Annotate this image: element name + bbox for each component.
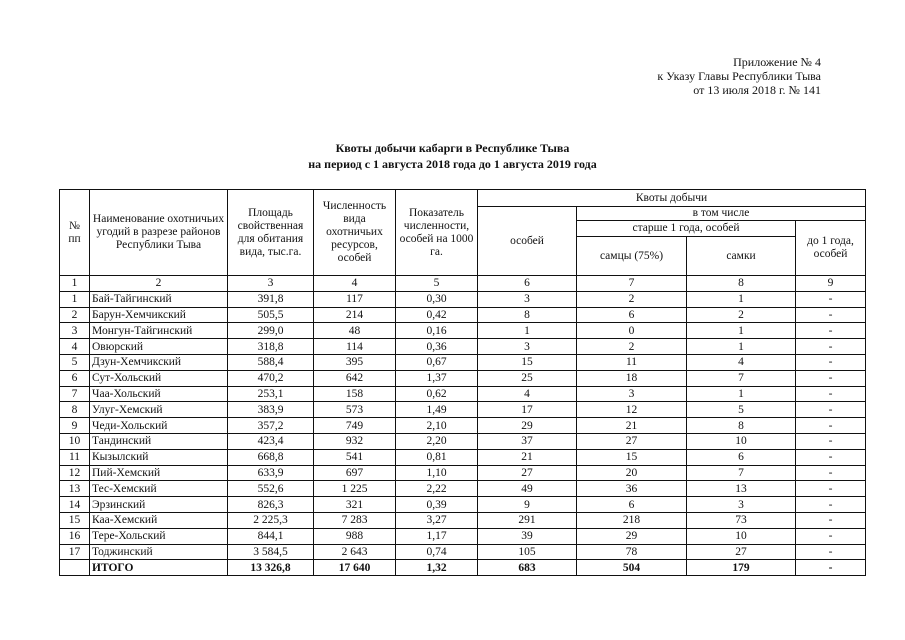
cell-area: 552,6 — [228, 481, 314, 497]
cell-num: 1 — [60, 291, 90, 307]
cell-num: 5 — [60, 354, 90, 370]
cell-density: 0,42 — [396, 307, 478, 323]
cell-under1: - — [796, 560, 866, 576]
cell-density: 1,32 — [396, 560, 478, 576]
title-line-2: на период с 1 августа 2018 года до 1 августа 2019 года — [308, 157, 597, 171]
table-row — [60, 433, 866, 449]
cell-density: 0,74 — [396, 544, 478, 560]
cell-num: 8 — [60, 402, 90, 418]
cell-females: 6 — [687, 449, 796, 465]
cell-individuals: 25 — [478, 370, 577, 386]
cell-name: Чаа-Хольский — [90, 386, 228, 402]
column-number: 5 — [396, 276, 478, 292]
cell-density: 2,10 — [396, 418, 478, 434]
appendix-header — [657, 55, 821, 97]
cell-population: 642 — [314, 370, 396, 386]
cell-name: Тес-Хемский — [90, 481, 228, 497]
cell-individuals: 27 — [478, 465, 577, 481]
table-row — [60, 497, 866, 513]
cell-individuals: 683 — [478, 560, 577, 576]
cell-females: 13 — [687, 481, 796, 497]
column-number: 6 — [478, 276, 577, 292]
cell-under1: - — [796, 339, 866, 355]
cell-name: Дзун-Хемчикский — [90, 354, 228, 370]
cell-name: Барун-Хемчикский — [90, 307, 228, 323]
cell-under1: - — [796, 418, 866, 434]
total-row — [60, 560, 866, 576]
header-individuals: особей — [478, 207, 577, 276]
cell-num: 17 — [60, 544, 90, 560]
table-row — [60, 449, 866, 465]
cell-name: Каа-Хемский — [90, 512, 228, 528]
cell-females: 1 — [687, 339, 796, 355]
cell-males: 504 — [577, 560, 687, 576]
cell-num: 2 — [60, 307, 90, 323]
cell-area: 668,8 — [228, 449, 314, 465]
cell-population: 932 — [314, 433, 396, 449]
cell-density: 0,16 — [396, 323, 478, 339]
cell-females: 3 — [687, 497, 796, 513]
cell-under1: - — [796, 528, 866, 544]
cell-num: 15 — [60, 512, 90, 528]
table-row — [60, 291, 866, 307]
cell-individuals: 8 — [478, 307, 577, 323]
cell-males: 2 — [577, 291, 687, 307]
cell-males: 29 — [577, 528, 687, 544]
cell-density: 3,27 — [396, 512, 478, 528]
header-quota: Квоты добычи — [478, 190, 866, 207]
cell-area: 253,1 — [228, 386, 314, 402]
cell-males: 11 — [577, 354, 687, 370]
cell-density: 0,36 — [396, 339, 478, 355]
cell-males: 12 — [577, 402, 687, 418]
cell-area: 13 326,8 — [228, 560, 314, 576]
appendix-number: Приложение № 4 — [733, 55, 821, 69]
cell-name: Улуг-Хемский — [90, 402, 228, 418]
cell-density: 1,10 — [396, 465, 478, 481]
cell-population: 117 — [314, 291, 396, 307]
cell-population: 48 — [314, 323, 396, 339]
cell-density: 2,20 — [396, 433, 478, 449]
cell-population: 214 — [314, 307, 396, 323]
cell-under1: - — [796, 465, 866, 481]
cell-area: 318,8 — [228, 339, 314, 355]
header-population: Численность вида охотничьих ресурсов, особей — [314, 190, 396, 276]
cell-area: 844,1 — [228, 528, 314, 544]
cell-males: 20 — [577, 465, 687, 481]
cell-individuals: 9 — [478, 497, 577, 513]
cell-individuals: 1 — [478, 323, 577, 339]
cell-under1: - — [796, 291, 866, 307]
cell-name: Монгун-Тайгинский — [90, 323, 228, 339]
cell-name: ИТОГО — [90, 560, 228, 576]
cell-under1: - — [796, 370, 866, 386]
header-area: Площадь свойственная для обитания вида, тыс.га. — [228, 190, 314, 276]
header-females: самки — [687, 237, 796, 276]
cell-individuals: 291 — [478, 512, 577, 528]
cell-name: Тандинский — [90, 433, 228, 449]
header-name: Наименование охотничьих угодий в разрезе районов Республики Тыва — [90, 190, 228, 276]
cell-area: 505,5 — [228, 307, 314, 323]
cell-density: 0,67 — [396, 354, 478, 370]
cell-under1: - — [796, 323, 866, 339]
cell-num: 12 — [60, 465, 90, 481]
cell-females: 1 — [687, 386, 796, 402]
cell-name: Сут-Хольский — [90, 370, 228, 386]
header-num: № пп — [60, 190, 90, 276]
cell-population: 749 — [314, 418, 396, 434]
cell-density: 0,62 — [396, 386, 478, 402]
cell-density: 1,17 — [396, 528, 478, 544]
column-number: 9 — [796, 276, 866, 292]
cell-density: 0,30 — [396, 291, 478, 307]
cell-individuals: 3 — [478, 291, 577, 307]
cell-under1: - — [796, 449, 866, 465]
cell-under1: - — [796, 354, 866, 370]
cell-area: 588,4 — [228, 354, 314, 370]
cell-under1: - — [796, 512, 866, 528]
cell-area: 357,2 — [228, 418, 314, 434]
cell-num: 3 — [60, 323, 90, 339]
cell-individuals: 39 — [478, 528, 577, 544]
cell-population: 7 283 — [314, 512, 396, 528]
cell-females: 179 — [687, 560, 796, 576]
cell-females: 2 — [687, 307, 796, 323]
cell-density: 0,81 — [396, 449, 478, 465]
cell-males: 27 — [577, 433, 687, 449]
column-number: 4 — [314, 276, 396, 292]
cell-population: 17 640 — [314, 560, 396, 576]
table-row — [60, 307, 866, 323]
column-numbers-row — [60, 276, 866, 292]
table-row — [60, 544, 866, 560]
quota-table — [59, 189, 866, 576]
table-row — [60, 354, 866, 370]
cell-name: Кызылский — [90, 449, 228, 465]
appendix-date: от 13 июля 2018 г. № 141 — [693, 83, 821, 97]
cell-females: 7 — [687, 370, 796, 386]
table-row — [60, 402, 866, 418]
cell-males: 36 — [577, 481, 687, 497]
table-row — [60, 528, 866, 544]
cell-males: 6 — [577, 497, 687, 513]
cell-males: 218 — [577, 512, 687, 528]
table-row — [60, 465, 866, 481]
cell-num: 10 — [60, 433, 90, 449]
cell-males: 6 — [577, 307, 687, 323]
cell-individuals: 105 — [478, 544, 577, 560]
table-row — [60, 370, 866, 386]
cell-area: 383,9 — [228, 402, 314, 418]
cell-population: 114 — [314, 339, 396, 355]
cell-area: 299,0 — [228, 323, 314, 339]
header-including: в том числе — [577, 207, 866, 221]
cell-population: 541 — [314, 449, 396, 465]
header-under1: до 1 года, особей — [796, 221, 866, 276]
cell-individuals: 15 — [478, 354, 577, 370]
cell-name: Эрзинский — [90, 497, 228, 513]
cell-individuals: 3 — [478, 339, 577, 355]
table-row — [60, 323, 866, 339]
cell-under1: - — [796, 307, 866, 323]
cell-density: 1,37 — [396, 370, 478, 386]
table-body — [60, 276, 866, 576]
cell-population: 158 — [314, 386, 396, 402]
cell-population: 2 643 — [314, 544, 396, 560]
cell-females: 10 — [687, 528, 796, 544]
cell-males: 15 — [577, 449, 687, 465]
cell-males: 3 — [577, 386, 687, 402]
table-row — [60, 481, 866, 497]
cell-individuals: 4 — [478, 386, 577, 402]
column-number: 8 — [687, 276, 796, 292]
header-males: самцы (75%) — [577, 237, 687, 276]
cell-females: 73 — [687, 512, 796, 528]
cell-males: 21 — [577, 418, 687, 434]
cell-area: 633,9 — [228, 465, 314, 481]
cell-name: Чеди-Хольский — [90, 418, 228, 434]
cell-num — [60, 560, 90, 576]
cell-females: 27 — [687, 544, 796, 560]
cell-area: 423,4 — [228, 433, 314, 449]
cell-num: 9 — [60, 418, 90, 434]
cell-density: 1,49 — [396, 402, 478, 418]
column-number: 7 — [577, 276, 687, 292]
cell-females: 4 — [687, 354, 796, 370]
cell-males: 18 — [577, 370, 687, 386]
cell-area: 2 225,3 — [228, 512, 314, 528]
column-number: 2 — [90, 276, 228, 292]
cell-males: 78 — [577, 544, 687, 560]
cell-under1: - — [796, 481, 866, 497]
cell-individuals: 21 — [478, 449, 577, 465]
cell-population: 321 — [314, 497, 396, 513]
cell-num: 14 — [60, 497, 90, 513]
cell-name: Овюрский — [90, 339, 228, 355]
cell-males: 0 — [577, 323, 687, 339]
cell-males: 2 — [577, 339, 687, 355]
cell-num: 4 — [60, 339, 90, 355]
cell-num: 13 — [60, 481, 90, 497]
cell-density: 2,22 — [396, 481, 478, 497]
cell-population: 988 — [314, 528, 396, 544]
cell-num: 11 — [60, 449, 90, 465]
cell-under1: - — [796, 386, 866, 402]
cell-name: Бай-Тайгинский — [90, 291, 228, 307]
cell-num: 7 — [60, 386, 90, 402]
cell-individuals: 29 — [478, 418, 577, 434]
cell-females: 8 — [687, 418, 796, 434]
header-density: Показатель численности, особей на 1000 га. — [396, 190, 478, 276]
cell-individuals: 17 — [478, 402, 577, 418]
table-row — [60, 386, 866, 402]
cell-area: 391,8 — [228, 291, 314, 307]
column-number: 3 — [228, 276, 314, 292]
cell-population: 573 — [314, 402, 396, 418]
cell-individuals: 49 — [478, 481, 577, 497]
cell-area: 470,2 — [228, 370, 314, 386]
cell-under1: - — [796, 402, 866, 418]
cell-num: 16 — [60, 528, 90, 544]
cell-name: Пий-Хемский — [90, 465, 228, 481]
cell-under1: - — [796, 433, 866, 449]
cell-area: 826,3 — [228, 497, 314, 513]
cell-population: 395 — [314, 354, 396, 370]
table-row — [60, 339, 866, 355]
title-line-1: Квоты добычи кабарги в Республике Тыва — [335, 141, 570, 155]
cell-name: Тоджинский — [90, 544, 228, 560]
cell-population: 697 — [314, 465, 396, 481]
cell-under1: - — [796, 544, 866, 560]
cell-females: 1 — [687, 291, 796, 307]
table-row — [60, 418, 866, 434]
cell-females: 10 — [687, 433, 796, 449]
cell-num: 6 — [60, 370, 90, 386]
cell-females: 7 — [687, 465, 796, 481]
document-title — [0, 140, 905, 172]
cell-under1: - — [796, 497, 866, 513]
cell-individuals: 37 — [478, 433, 577, 449]
cell-area: 3 584,5 — [228, 544, 314, 560]
header-older: старше 1 года, особей — [577, 221, 796, 237]
table-row — [60, 512, 866, 528]
column-number: 1 — [60, 276, 90, 292]
cell-name: Тере-Хольский — [90, 528, 228, 544]
cell-population: 1 225 — [314, 481, 396, 497]
cell-females: 1 — [687, 323, 796, 339]
cell-females: 5 — [687, 402, 796, 418]
appendix-decree: к Указу Главы Республики Тыва — [657, 69, 821, 83]
cell-density: 0,39 — [396, 497, 478, 513]
